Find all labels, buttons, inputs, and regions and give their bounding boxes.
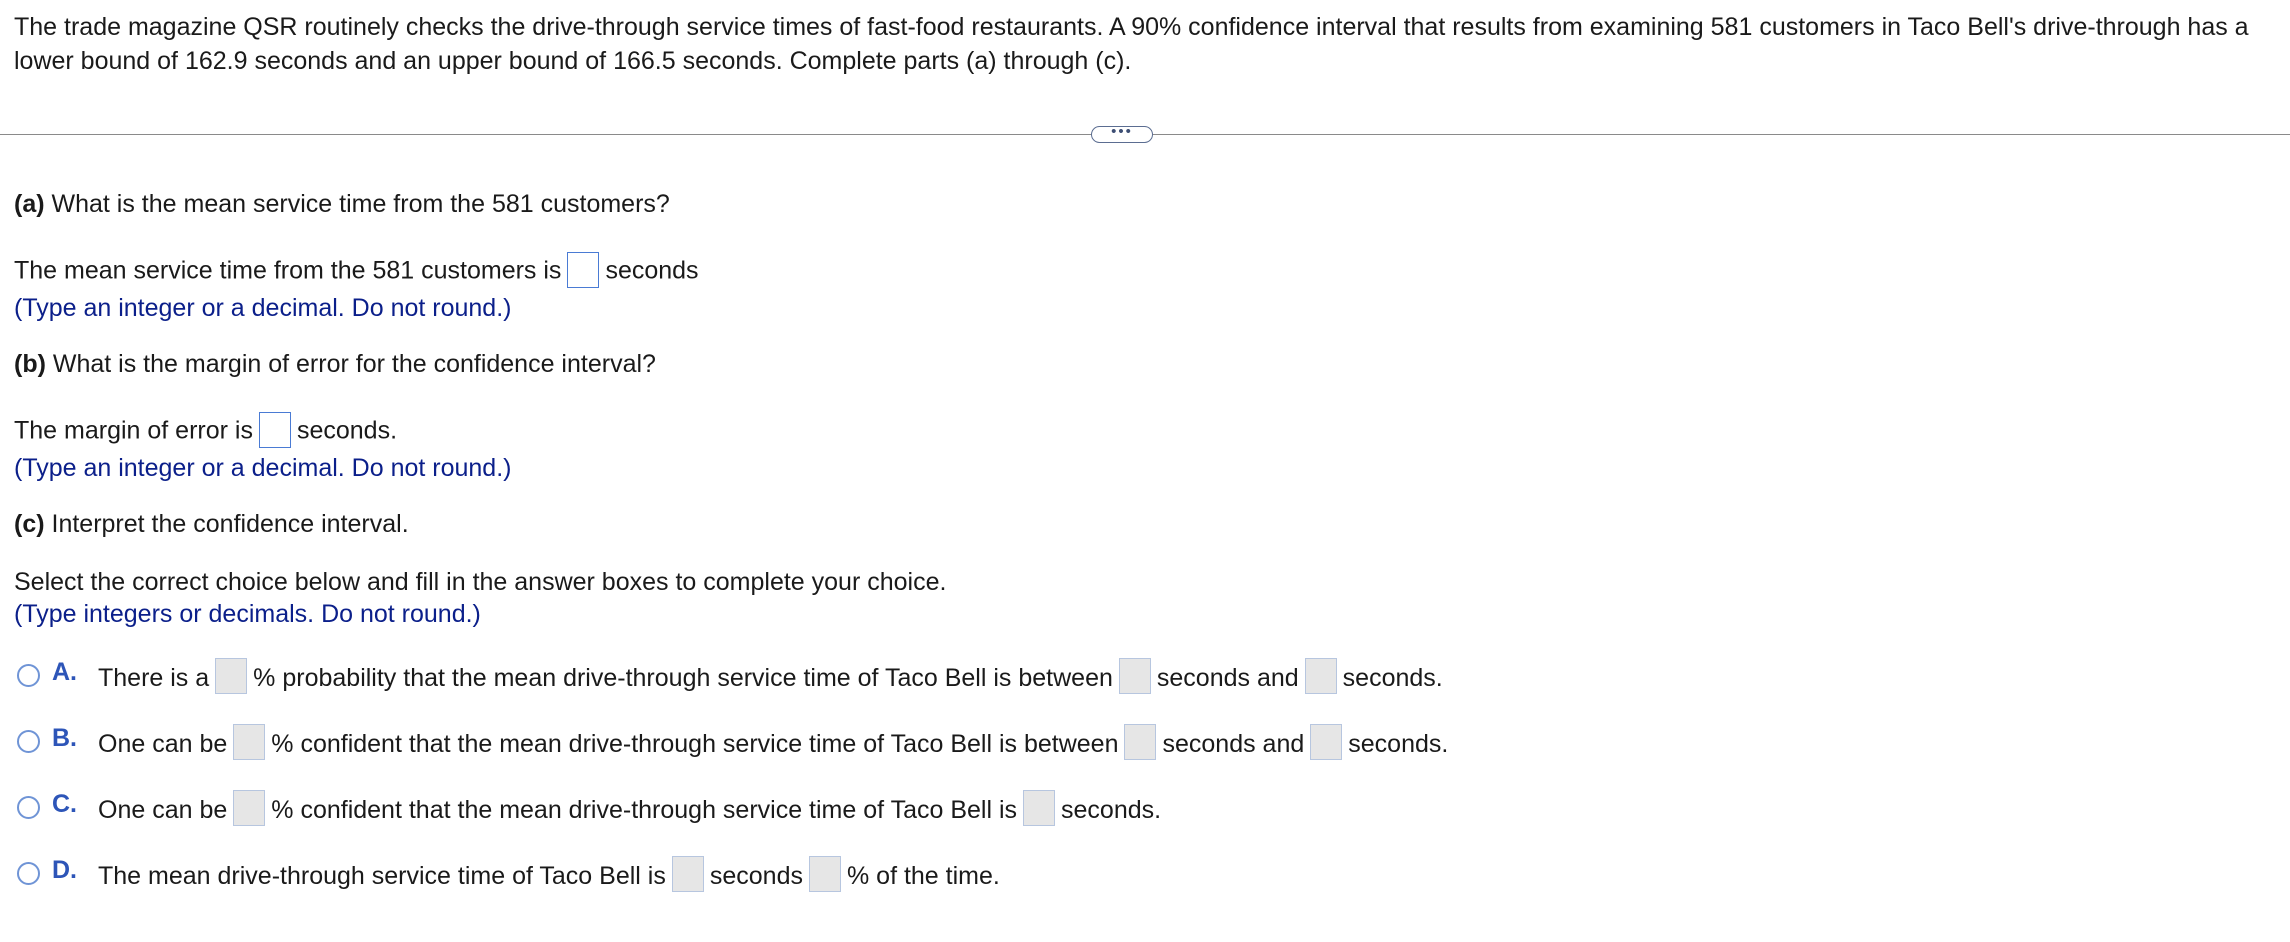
choice-b-confidence-input[interactable] xyxy=(233,724,265,760)
choice-c-letter: C. xyxy=(52,789,77,818)
problem-statement: The trade magazine QSR routinely checks the drive-through service times of fast-food restaurants. A 90% confidence interval that results from examining 581 customers in Taco Bell's drive-through has a lower bound of 162.9 seconds and an upper bound of 166.5 seconds. Complete parts (a) through (c). xyxy=(14,13,2249,75)
part-b-answer-suffix: seconds. xyxy=(296,416,398,445)
choice-d-percent-input[interactable] xyxy=(809,856,841,892)
choice-d-text-3: % of the time. xyxy=(846,861,1000,890)
choice-c-value-input[interactable] xyxy=(1023,790,1055,826)
choice-a[interactable] xyxy=(17,658,1443,698)
choice-a-text-4: seconds. xyxy=(1342,663,1443,692)
choice-a-probability-input[interactable] xyxy=(215,658,247,694)
choice-b-upper-bound-input[interactable] xyxy=(1310,724,1342,760)
choice-b-text-1: One can be xyxy=(98,729,228,758)
choice-b-radio[interactable] xyxy=(17,730,40,753)
part-c-label: (c) xyxy=(14,510,45,538)
part-b-label: (b) xyxy=(14,350,46,378)
choice-c-text-2: % confident that the mean drive-through service time of Taco Bell is xyxy=(271,795,1018,824)
choice-a-upper-bound-input[interactable] xyxy=(1305,658,1337,694)
choice-b-text-4: seconds. xyxy=(1348,729,1449,758)
choice-d-text-2: seconds xyxy=(709,861,803,890)
part-a-label: (a) xyxy=(14,190,45,218)
mean-service-time-input[interactable] xyxy=(567,252,599,288)
part-b-answer-line xyxy=(14,414,397,450)
choice-c-confidence-input[interactable] xyxy=(233,790,265,826)
choice-b-lower-bound-input[interactable] xyxy=(1124,724,1156,760)
choice-c-text-1: One can be xyxy=(98,795,228,824)
choice-b-letter: B. xyxy=(52,723,77,752)
part-b-hint: (Type an integer or a decimal. Do not round.) xyxy=(14,454,512,482)
choice-b[interactable] xyxy=(17,724,1448,764)
part-b-question xyxy=(14,350,656,379)
part-a-answer-suffix: seconds xyxy=(605,256,699,285)
choice-c[interactable] xyxy=(17,790,1161,830)
choice-b-text-3: seconds and xyxy=(1162,729,1305,758)
part-c-instruction: Select the correct choice below and fill in the answer boxes to complete your choice. xyxy=(14,568,947,596)
choice-a-text-3: seconds and xyxy=(1156,663,1299,692)
choice-d-letter: D. xyxy=(52,855,77,884)
choice-d[interactable] xyxy=(17,856,1000,896)
choice-b-text-2: % confident that the mean drive-through service time of Taco Bell is between xyxy=(271,729,1119,758)
part-a-question xyxy=(14,190,670,219)
part-a-answer-prefix: The mean service time from the 581 customers is xyxy=(14,256,562,285)
margin-of-error-input[interactable] xyxy=(259,412,291,448)
choice-a-radio[interactable] xyxy=(17,664,40,687)
choice-c-text-3: seconds. xyxy=(1061,795,1162,824)
choice-d-radio[interactable] xyxy=(17,862,40,885)
part-c-question-text: Interpret the confidence interval. xyxy=(44,510,409,538)
show-more-button[interactable]: ••• xyxy=(1091,126,1153,143)
choice-a-text-1: There is a xyxy=(98,663,210,692)
part-b-question-text: What is the margin of error for the confidence interval? xyxy=(45,350,656,378)
choice-d-time-input[interactable] xyxy=(672,856,704,892)
part-c-hint: (Type integers or decimals. Do not round.) xyxy=(14,600,481,628)
choice-a-text-2: % probability that the mean drive-through service time of Taco Bell is between xyxy=(253,663,1113,692)
part-b-answer-prefix: The margin of error is xyxy=(14,416,253,445)
part-c-question xyxy=(14,510,409,539)
part-a-hint: (Type an integer or a decimal. Do not round.) xyxy=(14,294,512,322)
choice-a-lower-bound-input[interactable] xyxy=(1119,658,1151,694)
part-a-question-text: What is the mean service time from the 581 customers? xyxy=(44,190,670,218)
choice-d-text-1: The mean drive-through service time of Taco Bell is xyxy=(98,861,666,890)
choice-a-letter: A. xyxy=(52,657,77,686)
part-a-answer-line xyxy=(14,254,699,290)
choice-c-radio[interactable] xyxy=(17,796,40,819)
